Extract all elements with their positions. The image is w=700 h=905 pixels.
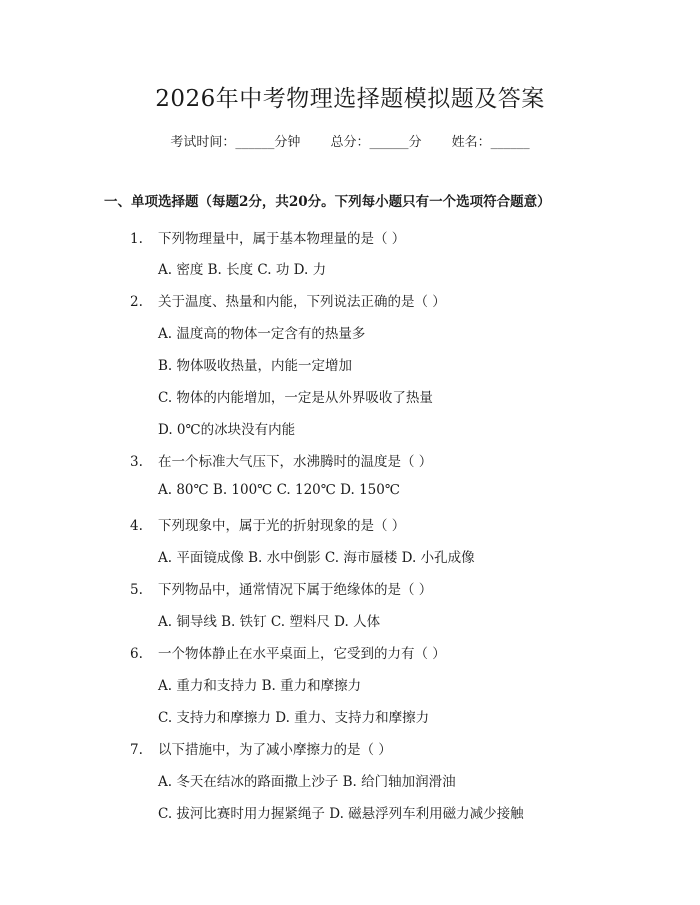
question-2-option-c: C. 物体的内能增加，一定是从外界吸收了热量 — [158, 390, 433, 406]
question-2-option-d: D. 0℃的冰块没有内能 — [158, 422, 296, 438]
question-4-options: A. 平面镜成像 B. 水中倒影 C. 海市蜃楼 D. 小孔成像 — [158, 550, 475, 566]
exam-info — [0, 131, 700, 150]
student-name-field: 姓名：______ — [451, 135, 530, 150]
question-text: 关于温度、热量和内能，下列说法正确的是（ ） — [158, 294, 446, 310]
question-number: 7. — [130, 742, 143, 758]
question-number: 3. — [130, 454, 143, 470]
page-title: 2026年中考物理选择题模拟题及答案 — [155, 86, 545, 112]
question-number: 5. — [130, 582, 143, 598]
question-number: 1. — [130, 231, 143, 247]
question-1 — [130, 227, 405, 247]
question-2-option-a: A. 温度高的物体一定含有的热量多 — [158, 326, 366, 342]
section-heading: 一、单项选择题（每题2分，共20分。下列每小题只有一个选项符合题意） — [104, 194, 551, 210]
question-text: 下列物理量中，属于基本物理量的是（ ） — [158, 231, 406, 247]
question-5 — [130, 578, 432, 598]
question-7-option-ab: A. 冬天在结冰的路面撒上沙子 B. 给门轴加润滑油 — [158, 774, 456, 790]
question-7 — [130, 738, 392, 758]
question-text: 下列现象中，属于光的折射现象的是（ ） — [158, 518, 406, 534]
question-text: 下列物品中，通常情况下属于绝缘体的是（ ） — [158, 582, 433, 598]
question-number: 2. — [130, 294, 143, 310]
question-6-option-cd: C. 支持力和摩擦力 D. 重力、支持力和摩擦力 — [158, 710, 430, 726]
question-3-options: A. 80℃ B. 100℃ C. 120℃ D. 150℃ — [158, 482, 400, 498]
question-7-option-cd: C. 拔河比赛时用力握紧绳子 D. 磁悬浮列车利用磁力减少接触 — [158, 806, 524, 822]
question-6 — [130, 642, 446, 662]
question-3 — [130, 450, 432, 470]
question-4 — [130, 514, 405, 534]
question-number: 4. — [130, 518, 143, 534]
question-5-options: A. 铜导线 B. 铁钉 C. 塑料尺 D. 人体 — [158, 614, 381, 630]
exam-time-field: 考试时间：______分钟 — [170, 135, 301, 150]
question-text: 在一个标准大气压下，水沸腾时的温度是（ ） — [158, 454, 433, 470]
question-6-option-ab: A. 重力和支持力 B. 重力和摩擦力 — [158, 678, 362, 694]
question-text: 一个物体静止在水平桌面上，它受到的力有（ ） — [158, 646, 446, 662]
question-text: 以下措施中，为了减小摩擦力的是（ ） — [158, 742, 392, 758]
question-1-options: A. 密度 B. 长度 C. 功 D. 力 — [158, 262, 327, 278]
question-2 — [130, 290, 446, 310]
total-score-field: 总分：______分 — [330, 135, 422, 150]
question-2-option-b: B. 物体吸收热量，内能一定增加 — [158, 358, 353, 374]
question-number: 6. — [130, 646, 143, 662]
